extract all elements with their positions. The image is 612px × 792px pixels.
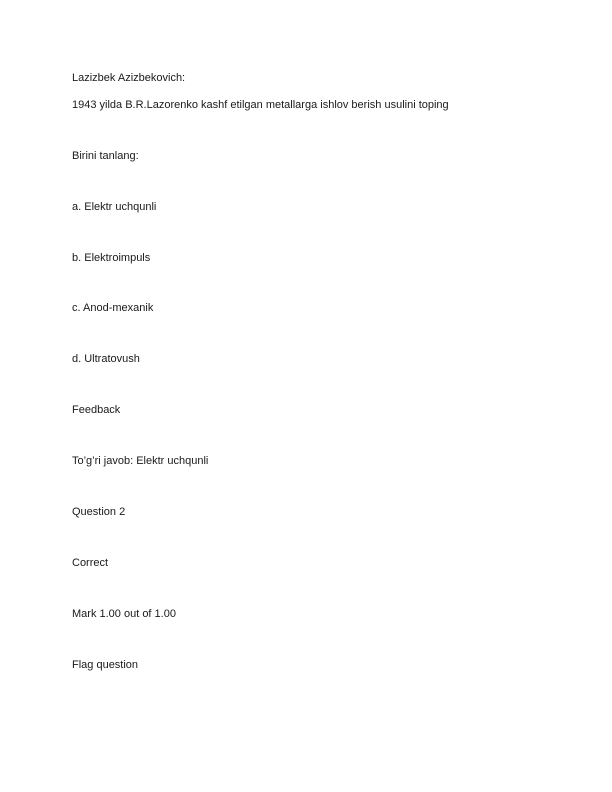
feedback-label: Feedback — [72, 404, 121, 416]
author-line: Lazizbek Azizbekovich: — [72, 72, 186, 84]
instruction-text: Birini tanlang: — [72, 150, 139, 162]
question-text: 1943 yilda B.R.Lazorenko kashf etilgan metallarga ishlov berish usulini toping — [72, 99, 449, 111]
option-a[interactable]: a. Elektr uchqunli — [72, 201, 157, 213]
flag-question-link[interactable]: Flag question — [72, 659, 139, 671]
question-2-label: Question 2 — [72, 506, 126, 518]
mark-text: Mark 1.00 out of 1.00 — [72, 608, 176, 620]
option-d[interactable]: d. Ultratovush — [72, 353, 140, 365]
option-b[interactable]: b. Elektroimpuls — [72, 252, 151, 264]
status-text: Correct — [72, 557, 109, 569]
option-c[interactable]: c. Anod-mexanik — [72, 302, 154, 314]
correct-answer-text: To’g’ri javob: Elektr uchqunli — [72, 455, 209, 467]
